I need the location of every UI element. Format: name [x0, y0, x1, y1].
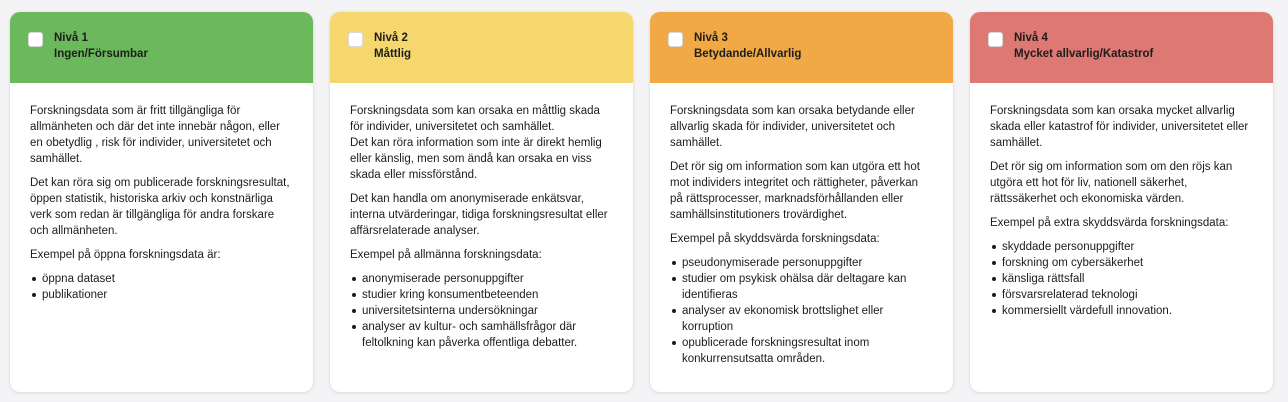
level-name: Betydande/Allvarlig: [694, 48, 802, 60]
level-checkbox[interactable]: [988, 32, 1003, 47]
list-item: analyser av ekonomisk brottslighet eller korruption: [670, 303, 933, 335]
description: Forskningsdata som kan orsaka betydande eller allvarlig skada för individer, universitetet och samhället.: [670, 105, 915, 149]
card-body: [970, 83, 1273, 319]
examples-list: [990, 239, 1253, 319]
examples-list: [30, 271, 293, 303]
level-label: Nivå 2: [374, 32, 408, 44]
list-item: universitetsinterna undersökningar: [350, 303, 613, 319]
examples-list: [350, 271, 613, 351]
list-item: forskning om cybersäkerhet: [990, 255, 1253, 271]
examples-heading: Exempel på öppna forskningsdata är:: [30, 249, 221, 261]
card-level-4: [970, 12, 1273, 392]
card-level-1: [10, 12, 313, 392]
card-title: [694, 30, 801, 62]
description: Forskningsdata som är fritt tillgängliga för allmänheten och där det inte innebär någon, eller en obetydlig , risk för individer, universitetet och samhället.: [30, 105, 280, 165]
list-item: känsliga rättsfall: [990, 271, 1253, 287]
level-checkbox[interactable]: [668, 32, 683, 47]
card-header: [650, 12, 953, 83]
level-name: Mycket allvarlig/Katastrof: [1014, 48, 1154, 60]
level-name: Ingen/Försumbar: [54, 48, 148, 60]
list-item: skyddade personuppgifter: [990, 239, 1253, 255]
list-item: publikationer: [30, 287, 293, 303]
examples-heading: Exempel på allmänna forskningsdata:: [350, 249, 542, 261]
card-title: [374, 30, 411, 62]
list-item: studier om psykisk ohälsa där deltagare kan identifieras: [670, 271, 933, 303]
description: Forskningsdata som kan orsaka mycket allvarlig skada eller katastrof för individer, universitetet eller samhället.: [990, 105, 1249, 149]
level-label: Nivå 1: [54, 32, 88, 44]
examples-list: [670, 255, 933, 367]
level-label: Nivå 3: [694, 32, 728, 44]
description-detail: Det kan handla om anonymiserade enkätsvar, interna utvärderingar, tidiga forskningsresultat eller affärsrelaterade analyser.: [350, 193, 608, 237]
card-body: [10, 83, 313, 303]
description-detail: Det rör sig om information som kan utgöra ett hot mot individers integritet och rättigheter, påverkan på rättsprocesser, marknadsförhållanden eller samhällsinstitutioners trovärdighet.: [670, 161, 920, 221]
level-checkbox[interactable]: [28, 32, 43, 47]
card-body: [650, 83, 953, 367]
list-item: opublicerade forskningsresultat inom konkurrensutsatta områden.: [670, 335, 933, 367]
description-detail: Det kan röra sig om publicerade forskningsresultat, öppen statistik, historiska arkiv och konstnärliga verk som redan är tillgängliga för andra forskare och allmänheten.: [30, 177, 290, 237]
description-detail: Det rör sig om information som om den röjs kan utgöra ett hot för liv, nationell säkerhet, rättssäkerhet och ekonomiska värden.: [990, 161, 1233, 205]
card-header: [10, 12, 313, 83]
card-level-2: [330, 12, 633, 392]
examples-heading: Exempel på skyddsvärda forskningsdata:: [670, 233, 880, 245]
card-body: [330, 83, 633, 351]
description: Forskningsdata som kan orsaka en måttlig skada för individer, universitetet och samhället. Det kan röra information som inte är direkt hemlig eller känslig, men som ändå kan orsaka en viss skada eller missförstånd.: [350, 105, 602, 181]
list-item: pseudonymiserade personuppgifter: [670, 255, 933, 271]
level-label: Nivå 4: [1014, 32, 1048, 44]
card-header: [970, 12, 1273, 83]
list-item: studier kring konsumentbeteenden: [350, 287, 613, 303]
list-item: anonymiserade personuppgifter: [350, 271, 613, 287]
card-title: [1014, 30, 1153, 62]
level-name: Måttlig: [374, 48, 412, 60]
list-item: försvarsrelaterad teknologi: [990, 287, 1253, 303]
list-item: öppna dataset: [30, 271, 293, 287]
examples-heading: Exempel på extra skyddsvärda forskningsdata:: [990, 217, 1229, 229]
list-item: kommersiellt värdefull innovation.: [990, 303, 1253, 319]
card-header: [330, 12, 633, 83]
level-checkbox[interactable]: [348, 32, 363, 47]
list-item: analyser av kultur- och samhällsfrågor där feltolkning kan påverka offentliga debatter.: [350, 319, 613, 351]
card-title: [54, 30, 148, 62]
card-level-3: [650, 12, 953, 392]
